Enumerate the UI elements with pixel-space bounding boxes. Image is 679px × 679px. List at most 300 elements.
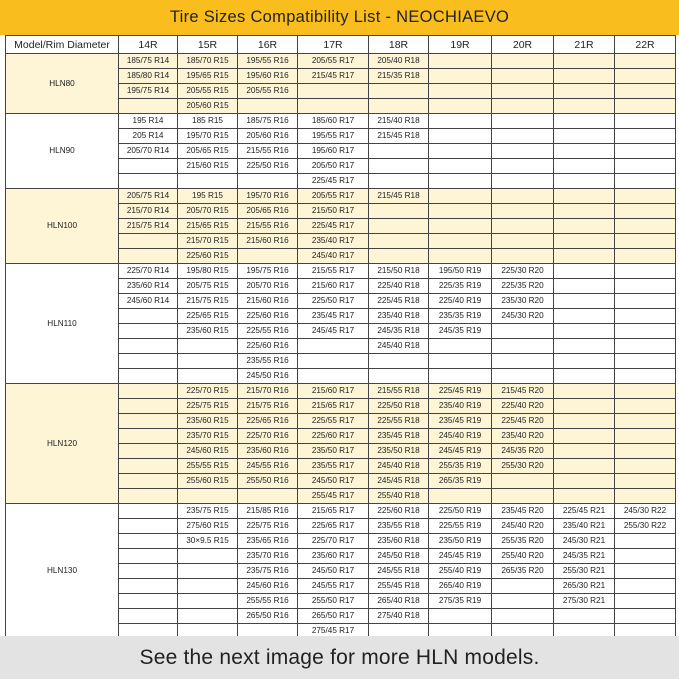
- size-cell: 245/45 R19: [429, 444, 492, 459]
- size-cell: 255/50 R17: [298, 594, 369, 609]
- size-cell: 225/55 R17: [298, 414, 369, 429]
- size-cell: 225/40 R18: [369, 279, 429, 294]
- size-cell: [119, 339, 178, 354]
- size-cell: [492, 189, 554, 204]
- header-cell-18r: 18R: [369, 36, 429, 54]
- size-cell: [119, 309, 178, 324]
- size-cell: [615, 114, 676, 129]
- size-cell: 185/70 R15: [178, 54, 238, 69]
- size-cell: 205/70 R15: [178, 204, 238, 219]
- size-cell: 235/55 R16: [238, 354, 298, 369]
- size-cell: 215/35 R18: [369, 69, 429, 84]
- size-cell: 235/70 R16: [238, 549, 298, 564]
- size-cell: [119, 459, 178, 474]
- size-cell: [369, 234, 429, 249]
- size-cell: 235/40 R18: [369, 309, 429, 324]
- size-cell: [615, 579, 676, 594]
- size-cell: 245/35 R18: [369, 324, 429, 339]
- size-cell: [178, 549, 238, 564]
- size-cell: [492, 159, 554, 174]
- model-cell: HLN130: [6, 504, 119, 639]
- size-cell: 205/65 R16: [238, 204, 298, 219]
- size-cell: [119, 174, 178, 189]
- size-cell: 215/70 R15: [178, 234, 238, 249]
- model-cell: HLN110: [6, 264, 119, 384]
- size-cell: [119, 354, 178, 369]
- size-cell: [492, 234, 554, 249]
- size-cell: [615, 444, 676, 459]
- size-cell: 195/55 R17: [298, 129, 369, 144]
- size-cell: 225/70 R15: [178, 384, 238, 399]
- size-cell: 215/85 R16: [238, 504, 298, 519]
- size-cell: 215/75 R15: [178, 294, 238, 309]
- size-cell: [429, 99, 492, 114]
- size-cell: [492, 339, 554, 354]
- size-cell: 235/50 R18: [369, 444, 429, 459]
- size-cell: [615, 549, 676, 564]
- size-cell: 205/40 R18: [369, 54, 429, 69]
- size-cell: 265/50 R17: [298, 609, 369, 624]
- size-cell: 215/45 R18: [369, 129, 429, 144]
- size-cell: [554, 69, 615, 84]
- size-cell: [178, 609, 238, 624]
- size-cell: [554, 339, 615, 354]
- size-cell: [429, 84, 492, 99]
- size-cell: 215/65 R17: [298, 399, 369, 414]
- size-cell: 205/70 R16: [238, 279, 298, 294]
- size-cell: 205/60 R16: [238, 129, 298, 144]
- size-cell: [615, 609, 676, 624]
- size-cell: 245/60 R15: [178, 444, 238, 459]
- size-cell: 235/45 R17: [298, 309, 369, 324]
- size-cell: [554, 429, 615, 444]
- size-cell: 255/55 R16: [238, 594, 298, 609]
- size-cell: 255/30 R22: [615, 519, 676, 534]
- size-cell: 225/45 R19: [429, 384, 492, 399]
- size-cell: 235/45 R19: [429, 414, 492, 429]
- size-cell: [554, 474, 615, 489]
- size-cell: [615, 489, 676, 504]
- model-cell: HLN90: [6, 114, 119, 189]
- size-cell: [492, 129, 554, 144]
- size-cell: 255/35 R20: [492, 534, 554, 549]
- size-cell: 195/55 R16: [238, 54, 298, 69]
- size-cell: [429, 609, 492, 624]
- size-cell: [615, 309, 676, 324]
- size-cell: [238, 174, 298, 189]
- footer-note: See the next image for more HLN models.: [139, 645, 540, 669]
- size-cell: [369, 159, 429, 174]
- size-cell: [615, 99, 676, 114]
- size-cell: [492, 219, 554, 234]
- size-cell: 225/60 R16: [238, 309, 298, 324]
- size-cell: [119, 489, 178, 504]
- size-cell: [554, 114, 615, 129]
- size-cell: 225/60 R16: [238, 339, 298, 354]
- size-cell: 195/60 R16: [238, 69, 298, 84]
- size-cell: 225/50 R16: [238, 159, 298, 174]
- size-cell: [554, 399, 615, 414]
- size-cell: 225/45 R20: [492, 414, 554, 429]
- size-cell: 225/55 R19: [429, 519, 492, 534]
- size-cell: [178, 174, 238, 189]
- size-cell: [554, 129, 615, 144]
- size-cell: 215/50 R18: [369, 264, 429, 279]
- size-cell: [119, 534, 178, 549]
- size-cell: [119, 609, 178, 624]
- size-cell: [554, 174, 615, 189]
- size-cell: 225/35 R20: [492, 279, 554, 294]
- size-cell: 245/45 R17: [298, 324, 369, 339]
- size-cell: [119, 564, 178, 579]
- size-cell: [429, 159, 492, 174]
- header-cell-model: Model/Rim Diameter: [6, 36, 119, 54]
- size-cell: 245/60 R16: [238, 579, 298, 594]
- size-cell: 205/55 R17: [298, 189, 369, 204]
- size-cell: 195/70 R15: [178, 129, 238, 144]
- size-cell: 205/65 R15: [178, 144, 238, 159]
- size-cell: 235/35 R19: [429, 309, 492, 324]
- size-cell: [615, 369, 676, 384]
- size-cell: 245/30 R22: [615, 504, 676, 519]
- size-cell: 215/60 R17: [298, 279, 369, 294]
- size-cell: [119, 399, 178, 414]
- size-cell: 255/40 R19: [429, 564, 492, 579]
- size-cell: [119, 414, 178, 429]
- header-row: [6, 36, 676, 54]
- size-cell: 185/75 R16: [238, 114, 298, 129]
- size-cell: [615, 474, 676, 489]
- model-cell: HLN80: [6, 54, 119, 114]
- size-cell: 255/40 R18: [369, 489, 429, 504]
- size-cell: 235/40 R21: [554, 519, 615, 534]
- size-cell: [369, 84, 429, 99]
- size-cell: [615, 399, 676, 414]
- size-cell: 215/70 R16: [238, 384, 298, 399]
- size-cell: [615, 354, 676, 369]
- size-cell: 245/35 R20: [492, 444, 554, 459]
- size-cell: 225/70 R17: [298, 534, 369, 549]
- size-cell: 195/75 R14: [119, 84, 178, 99]
- size-cell: [492, 594, 554, 609]
- size-cell: [298, 99, 369, 114]
- size-cell: [119, 234, 178, 249]
- size-cell: 235/60 R17: [298, 549, 369, 564]
- size-cell: 275/60 R15: [178, 519, 238, 534]
- size-cell: 245/40 R19: [429, 429, 492, 444]
- size-cell: [119, 594, 178, 609]
- size-cell: 215/55 R16: [238, 144, 298, 159]
- size-cell: [554, 369, 615, 384]
- size-cell: 245/50 R18: [369, 549, 429, 564]
- size-cell: 255/40 R20: [492, 549, 554, 564]
- size-cell: [492, 609, 554, 624]
- size-cell: 235/45 R18: [369, 429, 429, 444]
- size-cell: 215/75 R16: [238, 399, 298, 414]
- size-cell: [615, 264, 676, 279]
- size-cell: [429, 369, 492, 384]
- size-cell: [492, 204, 554, 219]
- size-cell: 205/55 R16: [238, 84, 298, 99]
- size-cell: [369, 174, 429, 189]
- table-row: [6, 384, 676, 399]
- size-cell: [492, 579, 554, 594]
- size-cell: [615, 129, 676, 144]
- size-cell: 215/55 R17: [298, 264, 369, 279]
- size-cell: 245/40 R18: [369, 339, 429, 354]
- size-cell: [554, 204, 615, 219]
- size-cell: [369, 249, 429, 264]
- size-cell: [615, 459, 676, 474]
- size-cell: 265/30 R21: [554, 579, 615, 594]
- size-cell: 225/45 R17: [298, 219, 369, 234]
- size-cell: 245/50 R16: [238, 369, 298, 384]
- size-cell: [554, 609, 615, 624]
- size-cell: [429, 144, 492, 159]
- size-cell: 235/75 R16: [238, 564, 298, 579]
- size-cell: 255/45 R18: [369, 579, 429, 594]
- size-cell: 225/45 R21: [554, 504, 615, 519]
- size-cell: [369, 99, 429, 114]
- size-cell: 275/30 R21: [554, 594, 615, 609]
- size-cell: 235/70 R15: [178, 429, 238, 444]
- size-cell: 255/35 R19: [429, 459, 492, 474]
- size-cell: [554, 294, 615, 309]
- size-cell: 225/60 R15: [178, 249, 238, 264]
- size-cell: [615, 144, 676, 159]
- size-cell: 235/60 R16: [238, 444, 298, 459]
- size-cell: 215/60 R17: [298, 384, 369, 399]
- size-cell: 245/40 R20: [492, 519, 554, 534]
- size-cell: 255/50 R16: [238, 474, 298, 489]
- size-cell: [554, 234, 615, 249]
- title-bar: [0, 0, 679, 35]
- size-cell: 225/40 R19: [429, 294, 492, 309]
- size-cell: [178, 369, 238, 384]
- size-cell: [492, 174, 554, 189]
- size-cell: 225/70 R14: [119, 264, 178, 279]
- size-cell: [178, 489, 238, 504]
- size-cell: 235/40 R20: [492, 429, 554, 444]
- page-title: Tire Sizes Compatibility List - NEOCHIAEVO: [169, 8, 510, 26]
- size-cell: 235/40 R17: [298, 234, 369, 249]
- size-cell: 225/50 R19: [429, 504, 492, 519]
- size-cell: [554, 414, 615, 429]
- size-cell: 215/45 R18: [369, 189, 429, 204]
- size-cell: [369, 204, 429, 219]
- size-cell: [369, 354, 429, 369]
- size-cell: [119, 249, 178, 264]
- size-cell: 275/40 R18: [369, 609, 429, 624]
- size-cell: [429, 174, 492, 189]
- size-cell: [298, 354, 369, 369]
- size-cell: 245/50 R17: [298, 564, 369, 579]
- size-cell: [429, 354, 492, 369]
- size-cell: 185/75 R14: [119, 54, 178, 69]
- size-cell: [429, 249, 492, 264]
- size-cell: [615, 279, 676, 294]
- size-cell: 235/50 R19: [429, 534, 492, 549]
- size-cell: [615, 534, 676, 549]
- size-cell: 235/60 R18: [369, 534, 429, 549]
- size-cell: [554, 249, 615, 264]
- header-cell-15r: 15R: [178, 36, 238, 54]
- size-cell: 195/65 R15: [178, 69, 238, 84]
- size-cell: [369, 219, 429, 234]
- size-cell: 235/30 R20: [492, 294, 554, 309]
- size-cell: [615, 384, 676, 399]
- size-cell: 245/60 R14: [119, 294, 178, 309]
- size-cell: [429, 189, 492, 204]
- size-cell: 255/45 R17: [298, 489, 369, 504]
- size-cell: [119, 504, 178, 519]
- footer-banner: [0, 636, 679, 679]
- size-cell: 225/75 R15: [178, 399, 238, 414]
- table-row: [6, 504, 676, 519]
- size-cell: 235/60 R14: [119, 279, 178, 294]
- size-cell: [615, 414, 676, 429]
- size-cell: [298, 369, 369, 384]
- size-cell: [492, 354, 554, 369]
- size-cell: 215/65 R17: [298, 504, 369, 519]
- size-cell: [554, 459, 615, 474]
- size-cell: 215/50 R17: [298, 204, 369, 219]
- size-cell: 215/55 R18: [369, 384, 429, 399]
- size-cell: 235/55 R18: [369, 519, 429, 534]
- size-cell: 215/45 R17: [298, 69, 369, 84]
- model-cell: HLN100: [6, 189, 119, 264]
- size-cell: 255/60 R15: [178, 474, 238, 489]
- size-cell: 225/75 R16: [238, 519, 298, 534]
- size-cell: [119, 519, 178, 534]
- size-cell: [554, 384, 615, 399]
- size-cell: 215/75 R14: [119, 219, 178, 234]
- size-cell: [238, 99, 298, 114]
- size-cell: [554, 354, 615, 369]
- size-cell: 185/60 R17: [298, 114, 369, 129]
- size-cell: [492, 474, 554, 489]
- size-cell: 255/55 R15: [178, 459, 238, 474]
- table-body: [6, 54, 676, 639]
- size-cell: 195/50 R19: [429, 264, 492, 279]
- size-cell: 245/55 R18: [369, 564, 429, 579]
- table-row: [6, 189, 676, 204]
- size-cell: 245/45 R18: [369, 474, 429, 489]
- size-cell: 225/65 R17: [298, 519, 369, 534]
- size-cell: [554, 489, 615, 504]
- size-cell: 205/75 R14: [119, 189, 178, 204]
- size-cell: [554, 54, 615, 69]
- size-cell: [615, 234, 676, 249]
- header-cell-17r: 17R: [298, 36, 369, 54]
- size-cell: 235/40 R19: [429, 399, 492, 414]
- size-cell: 275/45 R17: [298, 624, 369, 639]
- size-cell: 255/30 R20: [492, 459, 554, 474]
- size-cell: [238, 249, 298, 264]
- size-cell: 215/60 R15: [178, 159, 238, 174]
- size-cell: 225/45 R17: [298, 174, 369, 189]
- size-cell: 205/55 R17: [298, 54, 369, 69]
- size-cell: [615, 219, 676, 234]
- size-cell: [369, 369, 429, 384]
- size-cell: 235/65 R16: [238, 534, 298, 549]
- size-cell: [429, 489, 492, 504]
- size-cell: [492, 84, 554, 99]
- size-cell: 185/80 R14: [119, 69, 178, 84]
- size-cell: 215/70 R14: [119, 204, 178, 219]
- size-cell: 225/55 R16: [238, 324, 298, 339]
- size-cell: [238, 489, 298, 504]
- size-cell: [554, 144, 615, 159]
- size-cell: 245/40 R17: [298, 249, 369, 264]
- size-cell: [119, 324, 178, 339]
- size-cell: 255/30 R21: [554, 564, 615, 579]
- size-cell: [615, 69, 676, 84]
- size-cell: [119, 579, 178, 594]
- size-cell: 225/65 R15: [178, 309, 238, 324]
- size-cell: 195/60 R17: [298, 144, 369, 159]
- size-cell: [429, 204, 492, 219]
- size-cell: 195/80 R15: [178, 264, 238, 279]
- size-cell: [554, 189, 615, 204]
- size-cell: [429, 339, 492, 354]
- size-cell: 225/60 R18: [369, 504, 429, 519]
- size-cell: [492, 489, 554, 504]
- size-cell: [178, 564, 238, 579]
- size-cell: [615, 594, 676, 609]
- size-cell: [615, 159, 676, 174]
- size-cell: 195/70 R16: [238, 189, 298, 204]
- size-cell: [369, 144, 429, 159]
- size-cell: [429, 54, 492, 69]
- size-cell: [554, 99, 615, 114]
- size-cell: [492, 114, 554, 129]
- size-cell: 185 R15: [178, 114, 238, 129]
- table-row: [6, 54, 676, 69]
- size-cell: 235/50 R17: [298, 444, 369, 459]
- size-cell: [554, 159, 615, 174]
- header-cell-19r: 19R: [429, 36, 492, 54]
- size-cell: 215/55 R16: [238, 219, 298, 234]
- size-cell: 215/45 R20: [492, 384, 554, 399]
- size-cell: 235/75 R15: [178, 504, 238, 519]
- size-cell: 245/55 R17: [298, 579, 369, 594]
- size-cell: [615, 204, 676, 219]
- size-cell: [178, 594, 238, 609]
- size-cell: [429, 219, 492, 234]
- header-cell-22r: 22R: [615, 36, 676, 54]
- size-cell: 225/30 R20: [492, 264, 554, 279]
- size-cell: 225/65 R16: [238, 414, 298, 429]
- size-cell: 205/70 R14: [119, 144, 178, 159]
- size-cell: 225/50 R18: [369, 399, 429, 414]
- size-cell: [119, 429, 178, 444]
- size-cell: [615, 294, 676, 309]
- size-cell: 245/35 R19: [429, 324, 492, 339]
- size-cell: 205/50 R17: [298, 159, 369, 174]
- size-cell: 245/55 R16: [238, 459, 298, 474]
- size-cell: [554, 279, 615, 294]
- size-cell: [615, 564, 676, 579]
- size-cell: 225/70 R16: [238, 429, 298, 444]
- size-cell: [119, 99, 178, 114]
- size-cell: 265/35 R19: [429, 474, 492, 489]
- model-cell: HLN120: [6, 384, 119, 504]
- size-cell: [554, 264, 615, 279]
- size-cell: 195/75 R16: [238, 264, 298, 279]
- size-cell: [429, 114, 492, 129]
- size-cell: [615, 84, 676, 99]
